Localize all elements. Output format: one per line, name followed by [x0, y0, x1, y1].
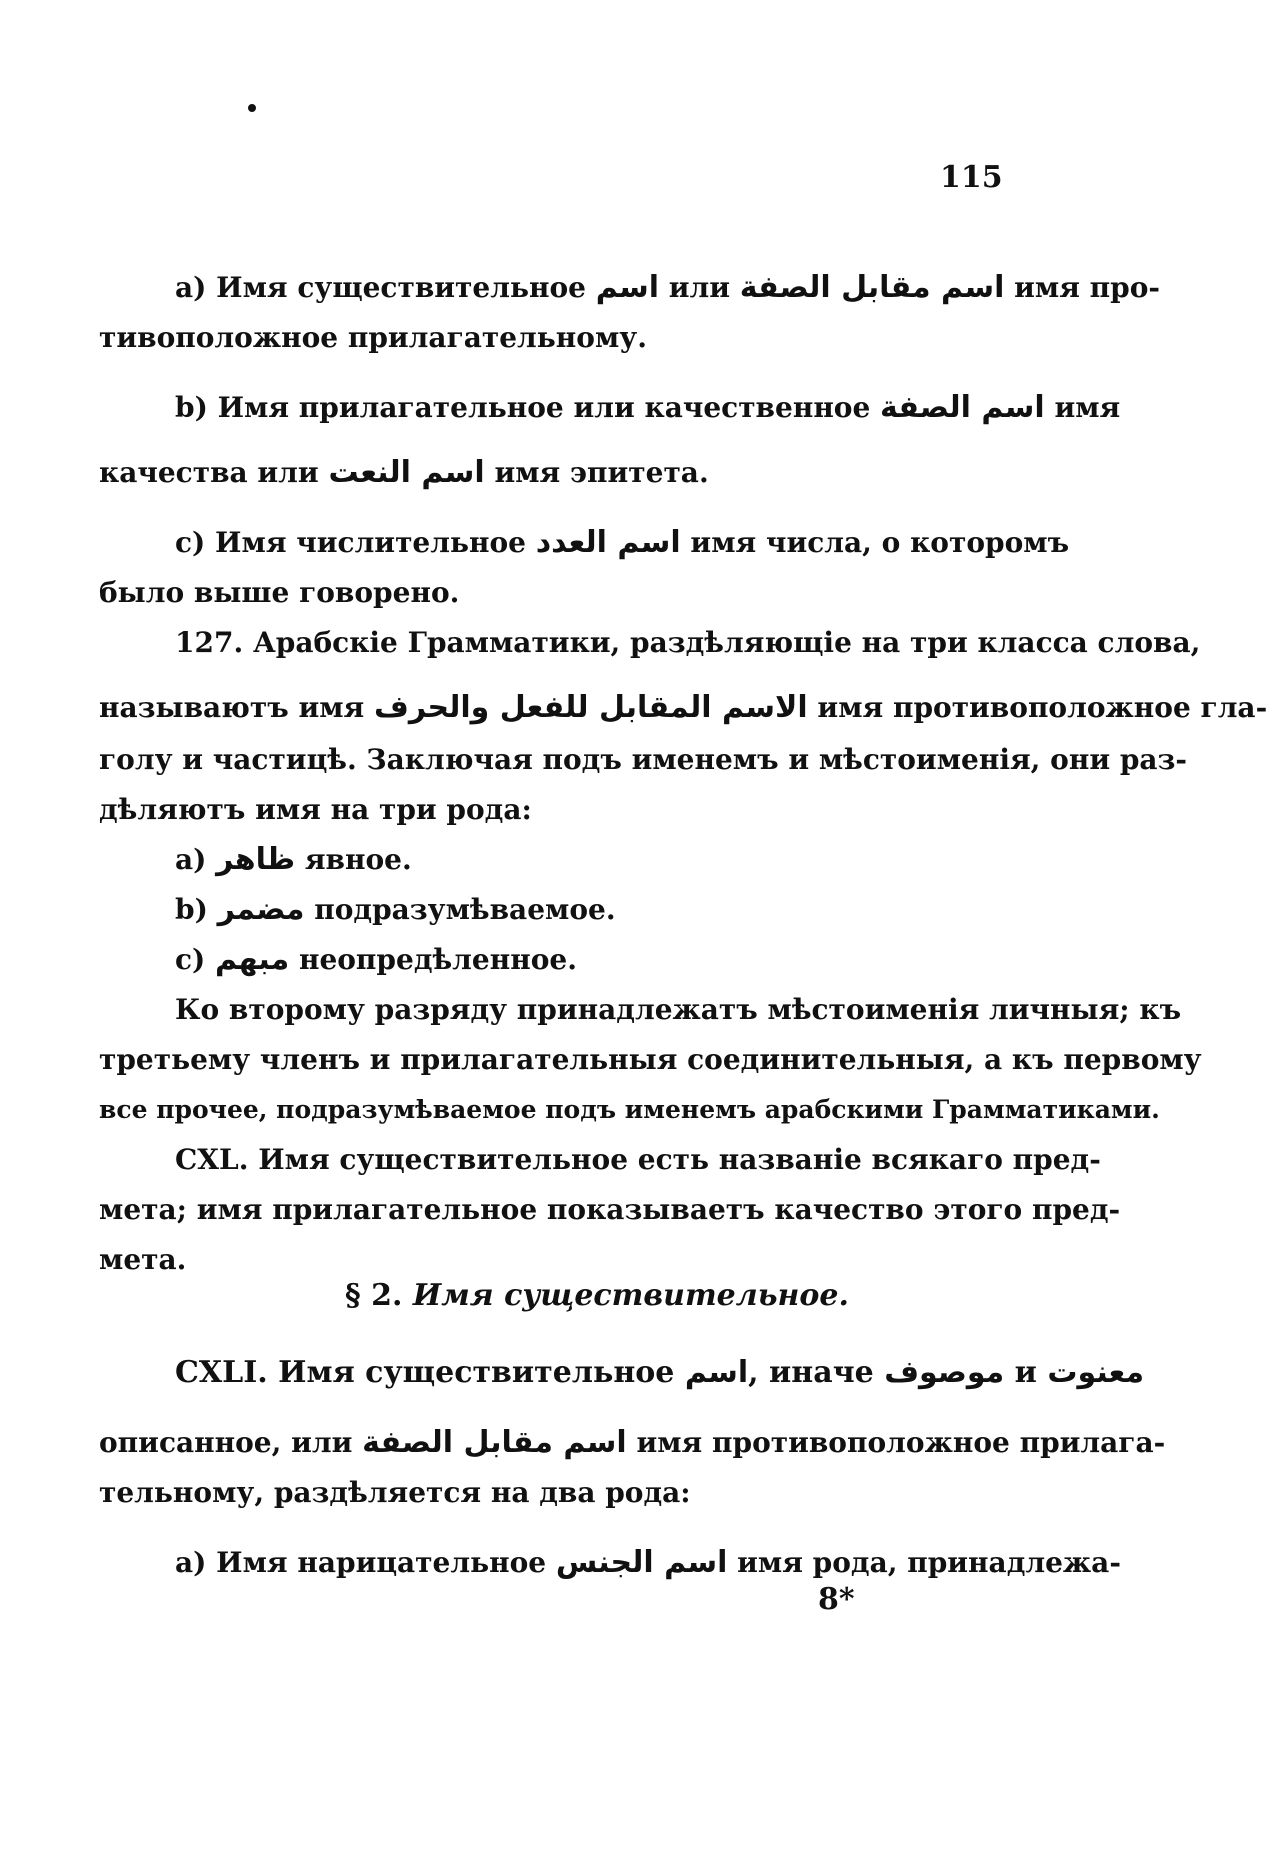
- text-line-4: качества или اسم النعت имя эпитета.: [99, 455, 709, 490]
- arabic-term: اسم مقابل الصفة: [362, 1425, 627, 1460]
- arabic-term: اسم النعت: [328, 455, 485, 490]
- text-line-3: b) Имя прилагательное или качественное اسم الصفة имя: [175, 390, 1121, 425]
- arabic-term: ظاهر: [216, 842, 296, 877]
- text-line-14: Ко второму разряду принадлежатъ мѣстоименія личныя; къ: [175, 993, 1182, 1026]
- text-line-11: a) ظاهر явное.: [175, 842, 412, 877]
- text-line-12: b) مضمر подразумѣваемое.: [175, 892, 616, 927]
- arabic-term: اسم الصفة: [880, 390, 1045, 425]
- text-line-5: c) Имя числительное اسم العدد имя числа, о которомъ: [175, 525, 1070, 560]
- text-line-21: CXLI. Имя существительное اسم, иначе موصوف и معنوت: [175, 1355, 1145, 1390]
- arabic-term: الاسم المقابل للفعل والحرف: [373, 690, 808, 725]
- text-line-17: CXL. Имя существительное есть названіе всякаго пред-: [175, 1143, 1101, 1176]
- text-line-19: мета.: [99, 1243, 187, 1276]
- text-line-24: a) Имя нарицательное اسم الجنس имя рода, принадлежа-: [175, 1545, 1121, 1580]
- arabic-term: اسم: [595, 270, 660, 305]
- text-line-8: называютъ имя الاسم المقابل للفعل والحرف имя противоположное гла-: [99, 690, 1267, 725]
- ink-speck: [248, 104, 256, 112]
- arabic-term: مضمر: [217, 892, 305, 927]
- text-line-7: 127. Арабскіе Грамматики, раздѣляющіе на три класса слова,: [175, 626, 1201, 659]
- arabic-term: موصوف: [884, 1355, 1005, 1390]
- text-line-18: мета; имя прилагательное показываетъ качество этого пред-: [99, 1193, 1121, 1226]
- arabic-term: اسم العدد: [535, 525, 681, 560]
- arabic-term: اسم: [684, 1355, 749, 1390]
- arabic-term: معنوت: [1047, 1355, 1145, 1390]
- text-line-2: тивоположное прилагательному.: [99, 321, 647, 354]
- arabic-term: اسم مقابل الصفة: [739, 270, 1005, 305]
- text-line-23: тельному, раздѣляется на два рода:: [99, 1476, 691, 1509]
- text-line-9: голу и частицѣ. Заключая подъ именемъ и мѣстоименія, они раз-: [99, 743, 1188, 776]
- text-line-22: описанное, или اسم مقابل الصفة имя противоположное прилага-: [99, 1425, 1166, 1460]
- arabic-term: اسم الجنس: [555, 1545, 728, 1580]
- section-heading: § 2. Имя существительное.: [345, 1278, 849, 1313]
- signature-mark: 8*: [818, 1582, 855, 1617]
- text-line-1: a) Имя существительное اسم или اسم مقابل الصفة имя про-: [175, 270, 1161, 305]
- text-line-6: было выше говорено.: [99, 576, 460, 609]
- page-number: 115: [940, 160, 1003, 195]
- text-line-16: все прочее, подразумѣваемое подъ именемъ арабскими Грамматиками.: [99, 1095, 1160, 1124]
- text-line-15: третьему членъ и прилагательныя соединительныя, а къ первому: [99, 1043, 1202, 1076]
- arabic-term: مبهم: [215, 942, 290, 977]
- text-line-10: дѣляютъ имя на три рода:: [99, 793, 532, 826]
- text-line-13: c) مبهم неопредѣленное.: [175, 942, 577, 977]
